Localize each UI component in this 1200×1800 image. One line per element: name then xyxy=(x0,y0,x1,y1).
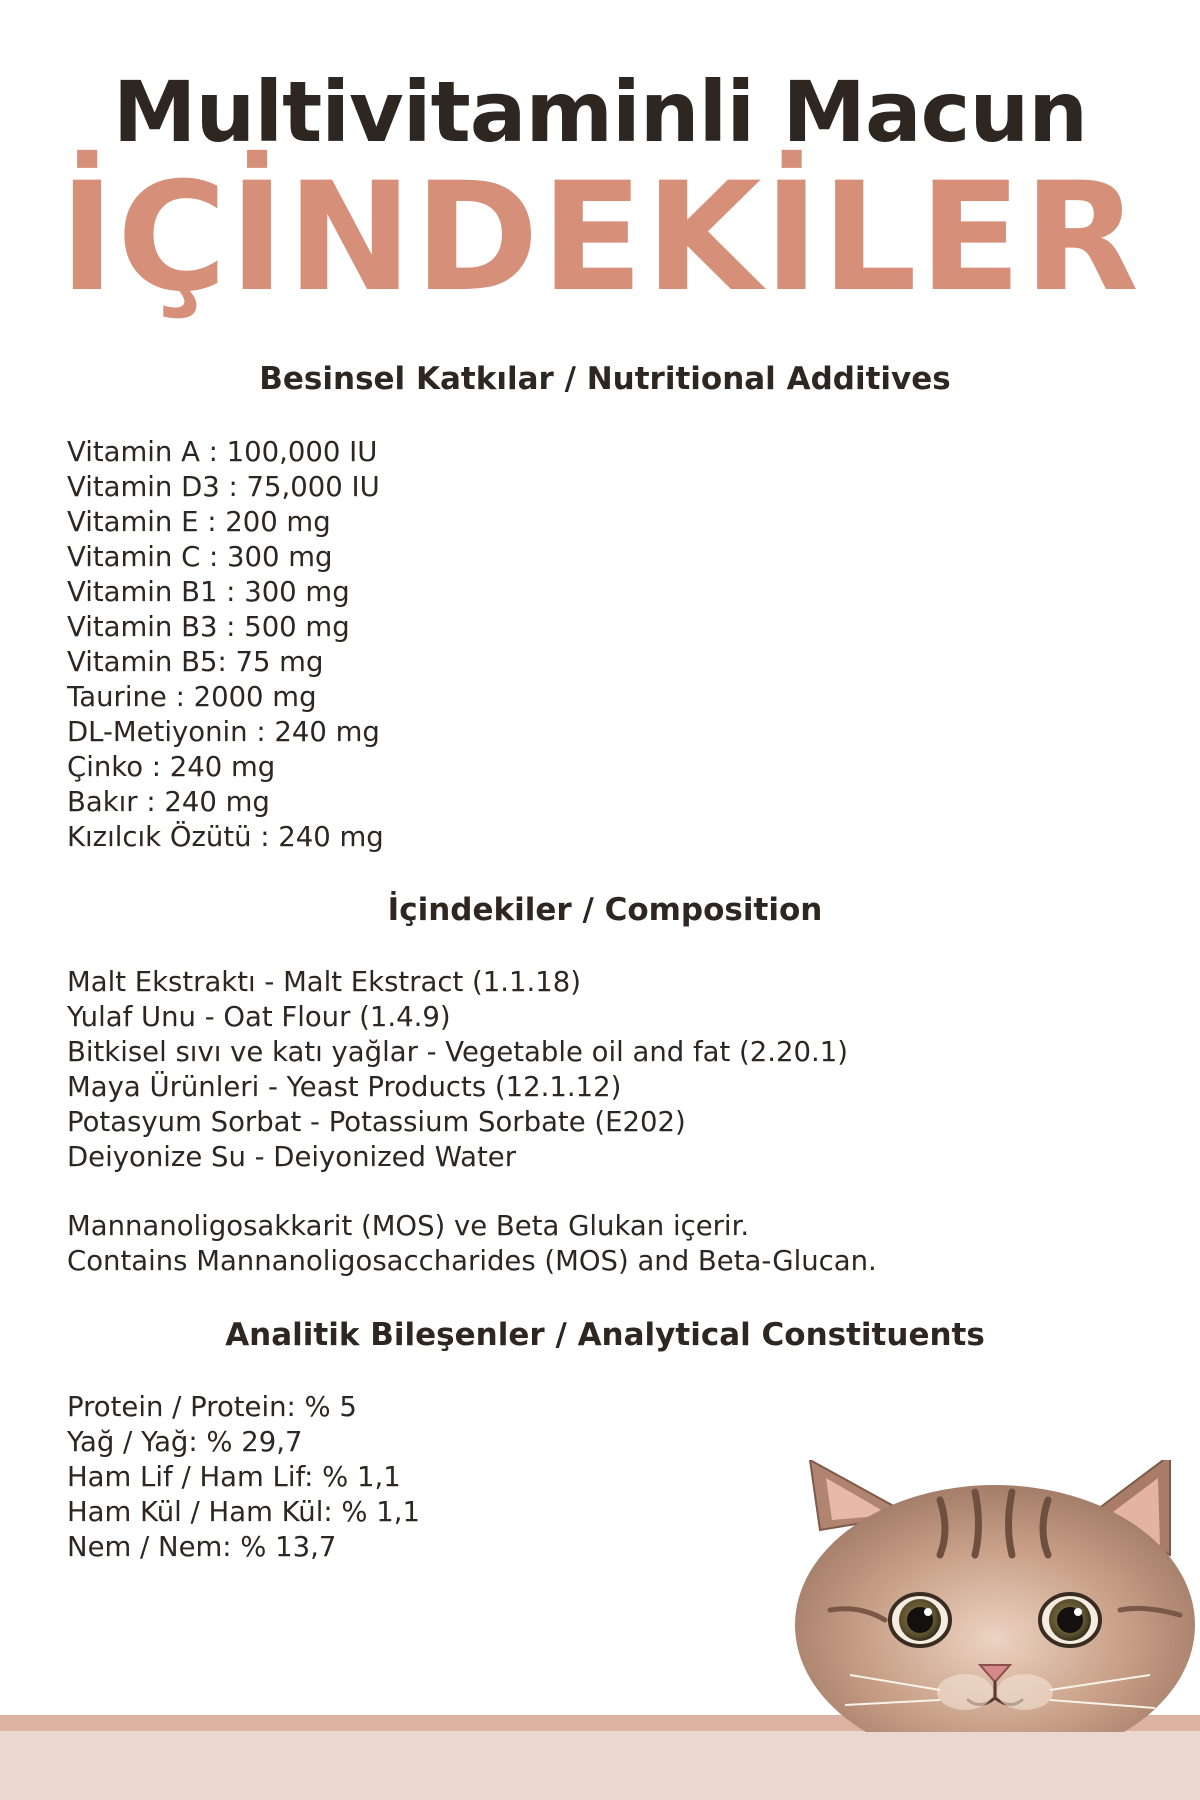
list-item: DL-Metiyonin : 240 mg xyxy=(67,716,380,748)
composition-note xyxy=(67,1209,877,1279)
list-item: Çinko : 240 mg xyxy=(67,751,276,783)
composition-list xyxy=(67,965,848,1175)
list-item: Vitamin A : 100,000 IU xyxy=(67,436,378,468)
list-item: Maya Ürünleri - Yeast Products (12.1.12) xyxy=(67,1071,622,1103)
list-item: Kızılcık Özütü : 240 mg xyxy=(67,821,384,853)
list-item: Vitamin C : 300 mg xyxy=(67,541,333,573)
list-item: Malt Ekstraktı - Malt Ekstract (1.1.18) xyxy=(67,966,581,998)
nutritional-additives-list xyxy=(67,435,384,855)
ingredients-title: İÇİNDEKİLER xyxy=(59,151,1141,325)
list-item: Vitamin B1 : 300 mg xyxy=(67,576,350,608)
cat-peeking-image xyxy=(790,1460,1200,1732)
list-item: Vitamin D3 : 75,000 IU xyxy=(67,471,380,503)
analytical-constituents-heading: Analitik Bileşenler / Analytical Constituents xyxy=(225,1317,985,1353)
nutritional-additives-heading: Besinsel Katkılar / Nutritional Additives xyxy=(259,361,951,397)
list-item: Taurine : 2000 mg xyxy=(67,681,317,713)
list-item: Bakır : 240 mg xyxy=(67,786,270,818)
list-item: Potasyum Sorbat - Potassium Sorbate (E202) xyxy=(67,1106,686,1138)
list-item: Deiyonize Su - Deiyonized Water xyxy=(67,1141,517,1173)
list-item: Vitamin B5: 75 mg xyxy=(67,646,324,678)
list-item: Yağ / Yağ: % 29,7 xyxy=(67,1426,303,1458)
note-turkish: Mannanoligosakkarit (MOS) ve Beta Glukan içerir. xyxy=(67,1210,750,1242)
list-item: Bitkisel sıvı ve katı yağlar - Vegetable oil and fat (2.20.1) xyxy=(67,1036,848,1068)
list-item: Protein / Protein: % 5 xyxy=(67,1391,357,1423)
product-title: Multivitaminli Macun xyxy=(112,63,1088,161)
note-english: Contains Mannanoligosaccharides (MOS) and Beta-Glucan. xyxy=(67,1245,877,1277)
list-item: Ham Kül / Ham Kül: % 1,1 xyxy=(67,1496,420,1528)
list-item: Ham Lif / Ham Lif: % 1,1 xyxy=(67,1461,401,1493)
list-item: Nem / Nem: % 13,7 xyxy=(67,1531,337,1563)
composition-heading: İçindekiler / Composition xyxy=(387,892,823,928)
list-item: Vitamin B3 : 500 mg xyxy=(67,611,350,643)
analytical-constituents-list xyxy=(67,1390,420,1565)
list-item: Vitamin E : 200 mg xyxy=(67,506,331,538)
list-item: Yulaf Unu - Oat Flour (1.4.9) xyxy=(67,1001,451,1033)
